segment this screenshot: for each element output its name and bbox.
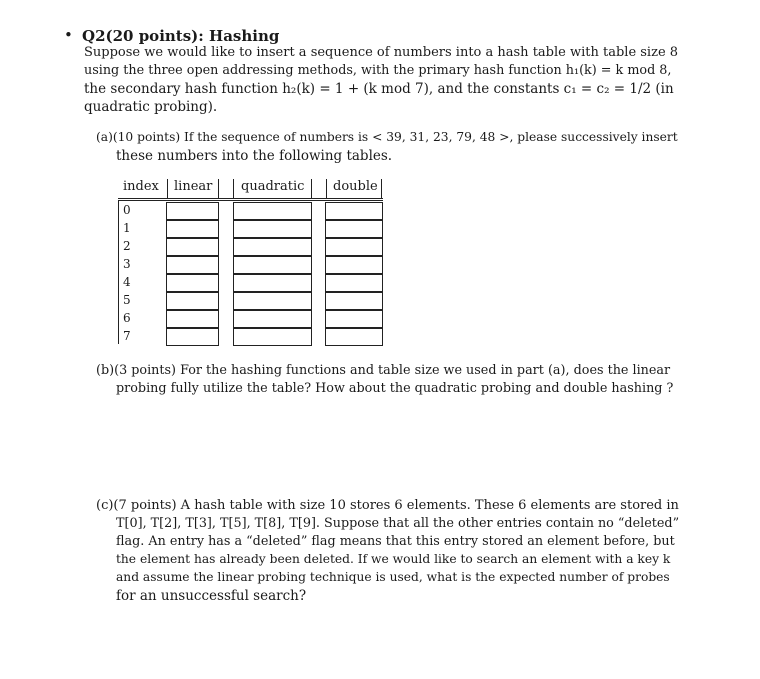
linear-cell[interactable] [166,202,219,220]
part-b-line: (b)(3 points) For the hashing functions and table size we used in part (a), does the linear [96,363,671,378]
double-cell[interactable] [325,310,383,328]
part-c-line: T[0], T[2], T[3], T[5], T[8], T[9]. Suppose that all the other entries contain no “deleted” [116,516,680,531]
index-value: 7 [123,329,131,343]
index-value: 4 [123,275,131,289]
index-value: 6 [123,311,131,325]
header-rule [118,200,383,201]
index-value: 2 [123,239,131,253]
index-value: 1 [123,221,131,235]
quadratic-cell[interactable] [233,310,312,328]
header-linear: linear [174,179,213,194]
double-cell[interactable] [325,256,383,274]
part-a-line: (a)(10 points) If the sequence of numbers is < 39, 31, 23, 79, 48 >, please successively insert [96,130,678,144]
double-cell[interactable] [325,328,383,346]
part-c-line: (c)(7 points) A hash table with size 10 stores 6 elements. These 6 elements are stored in [96,498,679,513]
linear-cell[interactable] [166,310,219,328]
part-a-line: these numbers into the following tables. [116,148,393,164]
intro-line: quadratic probing). [84,99,218,115]
double-cell[interactable] [325,292,383,310]
index-value: 5 [123,293,131,307]
intro-line: the secondary hash function h₂(k) = 1 + (k mod 7), and the constants c₁ = c₂ = 1/2 (in [84,81,674,97]
part-c-line: the element has already been deleted. If we would like to search an element with a key k [116,552,671,566]
linear-cell[interactable] [166,292,219,310]
part-c-line: flag. An entry has a “deleted” flag means that this entry stored an element before, but [116,534,675,549]
header-quadratic: quadratic [241,179,305,194]
header-index: index [123,179,159,194]
part-c-line: and assume the linear probing technique is used, what is the expected number of probes [116,570,670,584]
header-rule [118,198,383,199]
linear-cell[interactable] [166,274,219,292]
header-separator [311,179,312,198]
quadratic-cell[interactable] [233,220,312,238]
quadratic-cell[interactable] [233,256,312,274]
intro-line: using the three open addressing methods, with the primary hash function h₁(k) = k mod 8, [84,63,672,78]
header-separator [381,179,382,198]
header-separator [233,179,234,198]
quadratic-cell[interactable] [233,202,312,220]
quadratic-cell[interactable] [233,292,312,310]
double-cell[interactable] [325,220,383,238]
double-cell[interactable] [325,274,383,292]
part-b-line: probing fully utilize the table? How about the quadratic probing and double hashing ? [116,381,674,396]
question-title: Q2(20 points): Hashing [82,27,280,45]
double-cell[interactable] [325,238,383,256]
header-double: double [333,179,378,194]
header-separator [167,179,168,198]
linear-cell[interactable] [166,238,219,256]
linear-cell[interactable] [166,256,219,274]
linear-cell[interactable] [166,328,219,346]
index-value: 3 [123,257,131,271]
bullet-marker: • [64,26,73,44]
double-cell[interactable] [325,202,383,220]
linear-cell[interactable] [166,220,219,238]
index-value: 0 [123,203,131,217]
intro-line: Suppose we would like to insert a sequence of numbers into a hash table with table size 8 [84,45,679,60]
quadratic-cell[interactable] [233,328,312,346]
quadratic-cell[interactable] [233,274,312,292]
index-column-rule [118,200,119,344]
header-separator [218,179,219,198]
part-c-line: for an unsuccessful search? [116,588,307,604]
header-separator [326,179,327,198]
quadratic-cell[interactable] [233,238,312,256]
